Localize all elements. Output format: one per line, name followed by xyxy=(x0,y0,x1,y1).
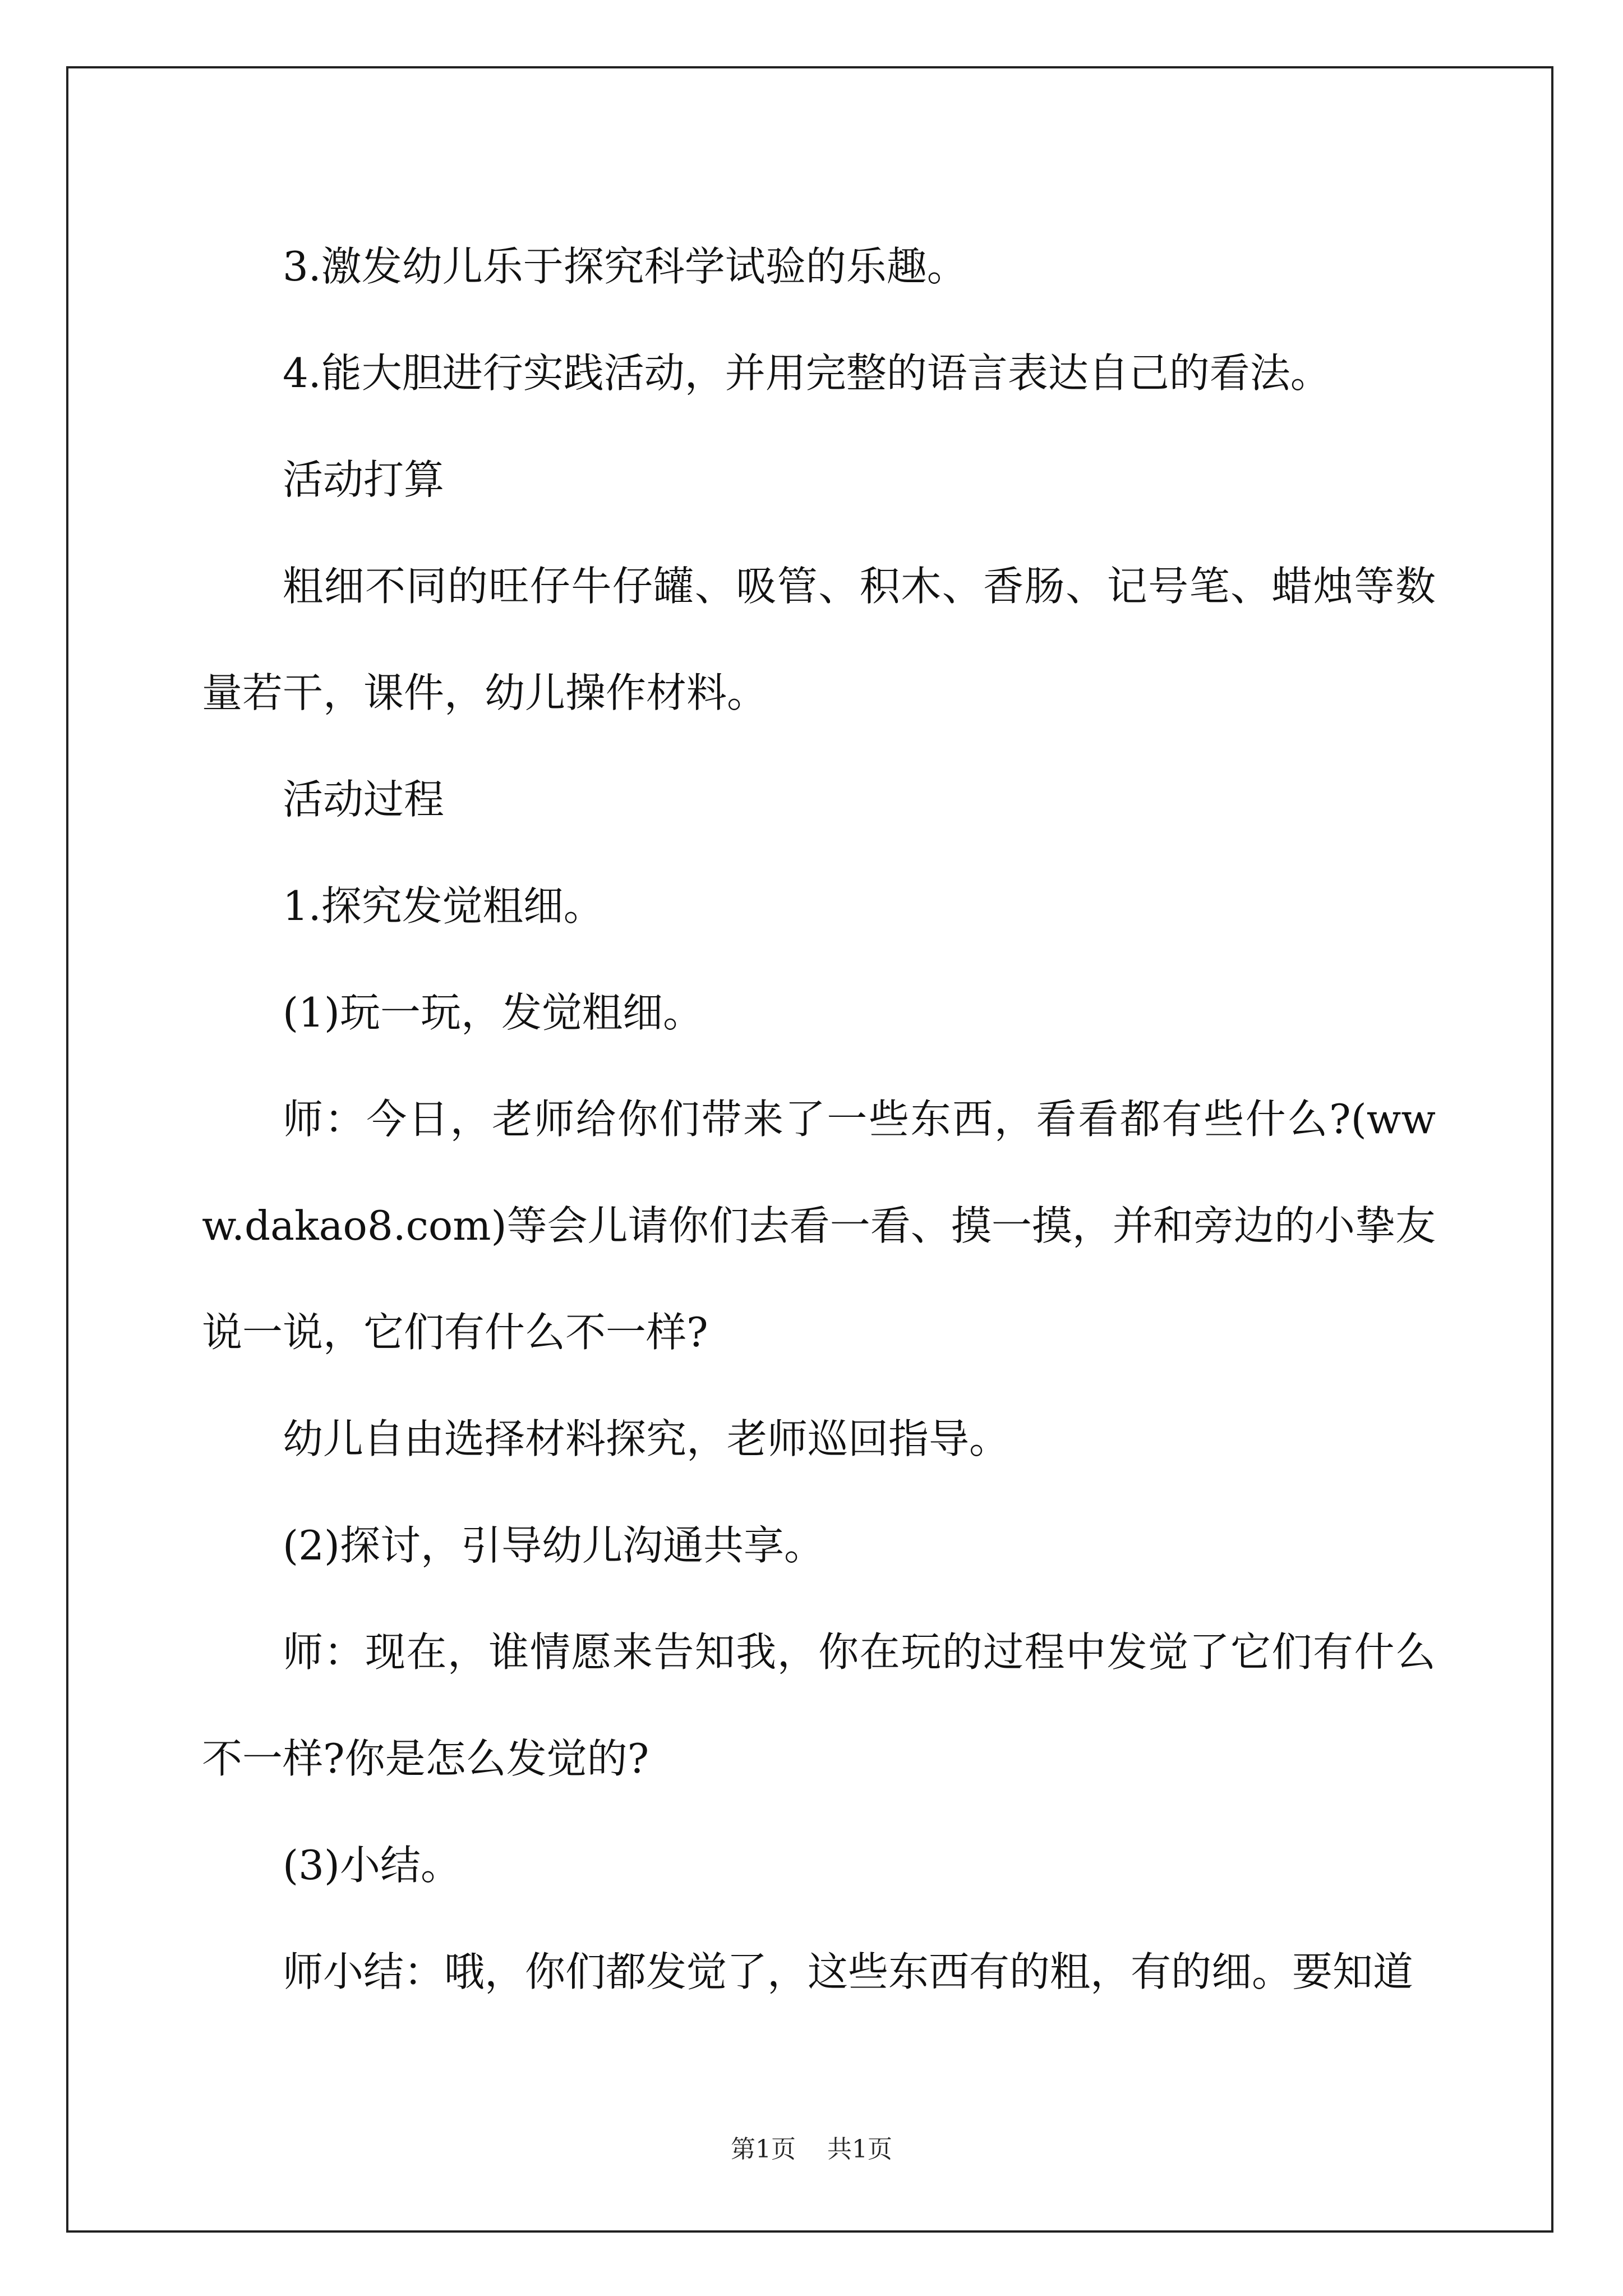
section-heading: 活动打算 xyxy=(283,456,445,503)
document-body xyxy=(202,213,1436,2025)
paragraph: (1)玩一玩，发觉粗细。 xyxy=(283,989,703,1036)
paragraph: 师：现在，谁情愿来告知我，你在玩的过程中发觉了它们有什么不一样?你是怎么发觉的? xyxy=(202,1628,1436,1782)
paragraph: (3)小结。 xyxy=(283,1842,461,1889)
page-number: 第1页 xyxy=(731,2135,796,2164)
paragraph: 4.能大胆进行实践活动，并用完整的语言表达自己的看法。 xyxy=(283,349,1331,397)
paragraph: 粗细不同的旺仔牛仔罐、吸管、积木、香肠、记号笔、蜡烛等数量若干，课件，幼儿操作材料。 xyxy=(202,563,1436,716)
paragraph: 1.探究发觉粗细。 xyxy=(283,882,604,930)
paragraph: 幼儿自由选择材料探究，老师巡回指导。 xyxy=(283,1415,1010,1462)
paragraph: 师小结：哦，你们都发觉了，这些东西有的粗，有的细。要知道 xyxy=(283,1948,1414,1995)
page-footer xyxy=(0,2129,1623,2165)
section-heading: 活动过程 xyxy=(283,776,445,823)
paragraph: 师：今日，老师给你们带来了一些东西，看看都有些什么?(www.dakao8.com)等会儿请你们去看一看、摸一摸，并和旁边的小挚友说一说，它们有什么不一样? xyxy=(202,1096,1436,1356)
paragraph: (2)探讨，引导幼儿沟通共享。 xyxy=(283,1522,824,1569)
paragraph: 3.激发幼儿乐于探究科学试验的乐趣。 xyxy=(283,243,967,290)
page-total: 共1页 xyxy=(827,2135,892,2164)
